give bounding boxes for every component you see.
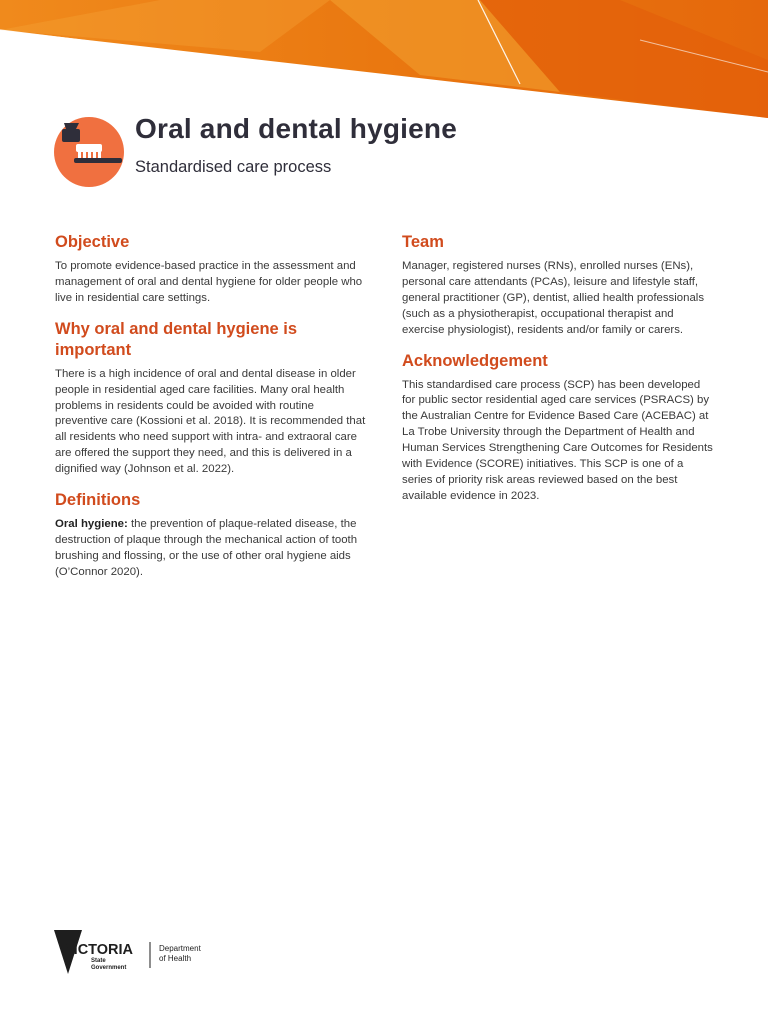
right-column — [402, 232, 714, 517]
why-section — [55, 319, 367, 478]
title-block — [54, 113, 754, 193]
logo-sub-state: State — [91, 958, 106, 964]
objective-section — [55, 232, 367, 307]
victoria-government-logo — [54, 928, 274, 976]
why-text: There is a high incidence of oral and dental disease in older people in residential aged care facilities. Many oral health problems in residents could be avoided with routine preventive care (Kossioni et al. 2018). It is recommended that all residents who need support with intra- and extraoral care are offered the support they need, and this is delivered in a dignified way (Johnson et al. 2022). — [55, 367, 366, 476]
logo-word: VICTORIA — [64, 942, 134, 958]
department-line-2: of Health — [159, 954, 192, 963]
team-heading: Team — [402, 233, 444, 251]
definition-term: Oral hygiene: — [55, 518, 128, 531]
acknowledgement-text: This standardised care process (SCP) has been developed for public sector residential aged care services (PSRACS) by the Australian Centre for Evidence Based Care (ACEBAC) at La Trobe University through the Department of Health and Human Services Strengthening Care Outcomes for Residents with Evidence (SCORE) initiatives. This SCP is one of a series of priority risk areas reviewed based on the best available evidence in 2023. — [402, 378, 713, 502]
toothbrush-icon — [54, 117, 124, 187]
definition-text: the prevention of plaque-related disease, the destruction of plaque through the mechanical action of tooth brushing and flossing, or the use of other oral hygiene aids (O’Connor 2020). — [55, 518, 358, 578]
page-subtitle: Standardised care process — [135, 158, 332, 176]
acknowledgement-heading: Acknowledgement — [402, 351, 548, 370]
logo-sub-government: Government — [91, 965, 127, 971]
objective-text: To promote evidence-based practice in the assessment and management of oral and dental hygiene for older people who live in residential care settings. — [55, 260, 363, 304]
why-heading: Why oral and dental hygiene is important — [55, 319, 298, 359]
acknowledgement-section — [402, 351, 714, 505]
definitions-heading: Definitions — [55, 491, 141, 510]
page-title: Oral and dental hygiene — [135, 113, 458, 144]
team-section — [402, 232, 714, 339]
objective-heading: Objective — [55, 233, 130, 251]
team-text: Manager, registered nurses (RNs), enrolled nurses (ENs), personal care attendants (PCAs), leisure and lifestyle staff, general practitioner (GP), dentist, allied health professionals (such as a physiotherapist, occupational therapist and exercise physiologist), residents and/or family or carers. — [402, 260, 705, 336]
left-column — [55, 232, 367, 593]
department-line-1: Department — [159, 944, 201, 953]
definitions-section — [55, 490, 367, 581]
definition-item — [55, 517, 367, 581]
